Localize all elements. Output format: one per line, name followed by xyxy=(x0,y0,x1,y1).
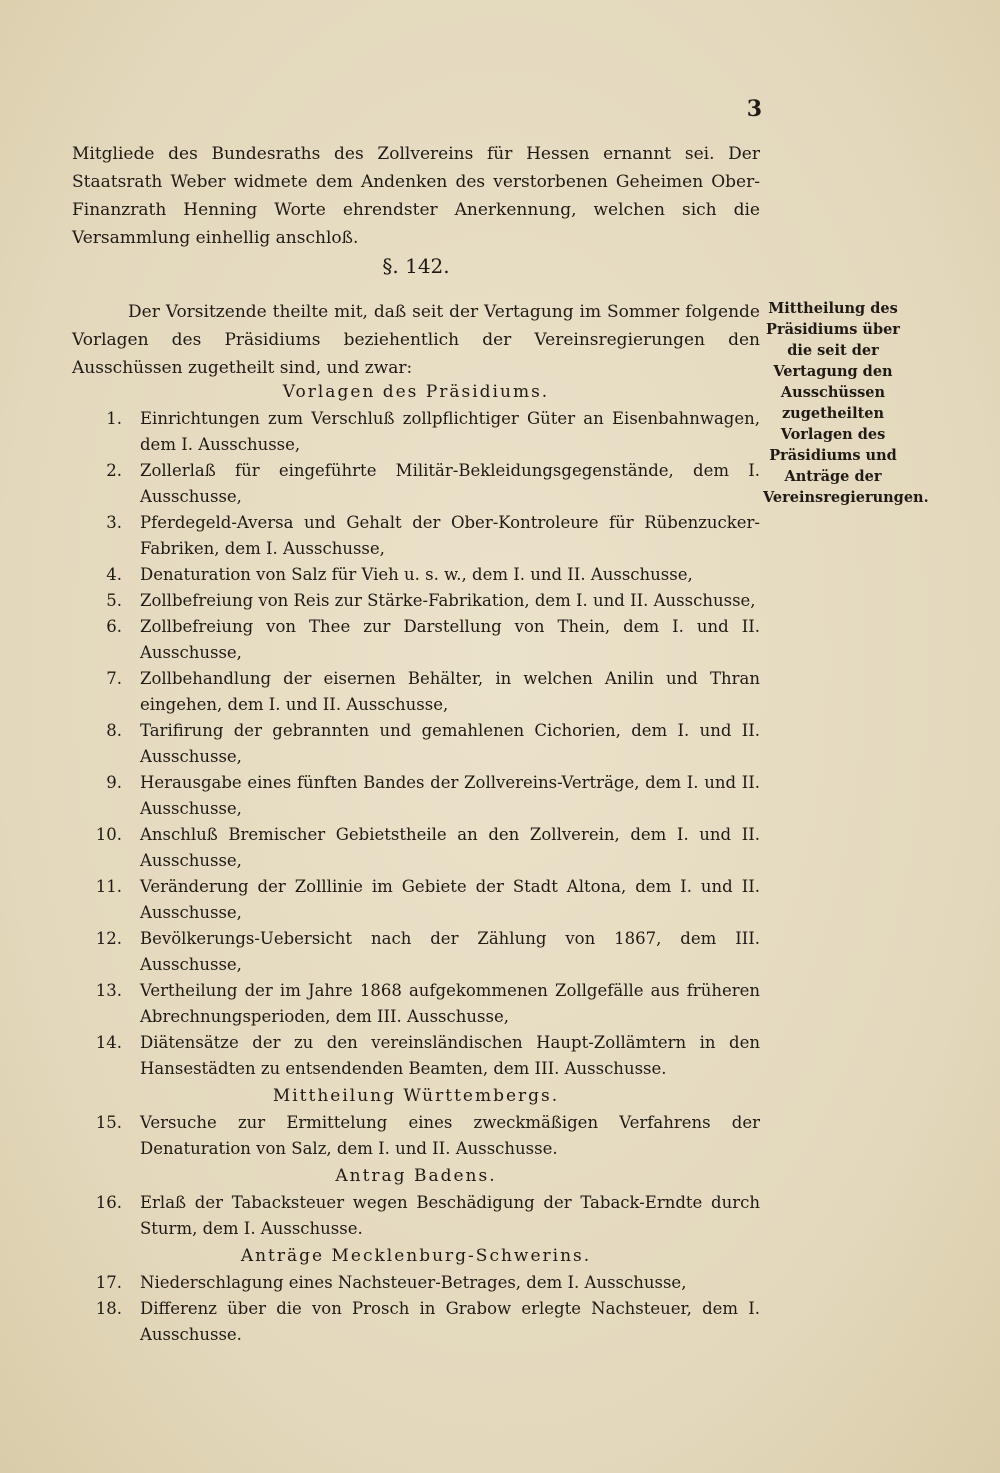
item-number: 6. xyxy=(106,617,122,636)
list-item xyxy=(72,1296,760,1348)
item-text: Zollbefreiung von Reis zur Stärke-Fabrikation, dem I. und II. Ausschusse, xyxy=(140,591,756,610)
item-text: Erlaß der Tabacksteuer wegen Beschädigung der Taback-Erndte durch Sturm, dem I. Ausschusse. xyxy=(140,1193,760,1238)
item-text: Einrichtungen zum Verschluß zollpflichtiger Güter an Eisenbahnwagen, dem I. Ausschusse, xyxy=(140,409,760,454)
list-item xyxy=(72,718,760,770)
item-text: Zollbefreiung von Thee zur Darstellung von Thein, dem I. und II. Ausschusse, xyxy=(140,617,760,662)
item-number: 2. xyxy=(106,461,122,480)
item-text: Niederschlagung eines Nachsteuer-Betrages, dem I. Ausschusse, xyxy=(140,1273,687,1292)
item-text: Veränderung der Zolllinie im Gebiete der Stadt Altona, dem I. und II. Ausschusse, xyxy=(140,877,760,922)
list-item xyxy=(72,614,760,666)
item-number: 4. xyxy=(106,565,122,584)
list-item xyxy=(72,926,760,978)
list-item xyxy=(72,1030,760,1082)
item-text: Anschluß Bremischer Gebietstheile an den Zollverein, dem I. und II. Ausschusse, xyxy=(140,825,760,870)
item-text: Diätensätze der zu den vereinsländischen Haupt-Zollämtern in den Hansestädten zu entsendenden Beamten, dem III. Ausschusse. xyxy=(140,1033,760,1078)
item-text: Versuche zur Ermittelung eines zweckmäßigen Verfahrens der Denaturation von Salz, dem I. und II. Ausschusse. xyxy=(140,1113,760,1158)
section-heading: §. 142. xyxy=(382,254,450,278)
margin-note: Mittheilung des Präsidiums über die seit der Vertagung den Ausschüssen zugetheilten Vorlagen des Präsidiums und Anträge der Vereinsregierungen. xyxy=(763,300,929,506)
item-text: Herausgabe eines fünften Bandes der Zollvereins-Verträge, dem I. und II. Ausschusse, xyxy=(140,773,760,818)
list-item xyxy=(72,978,760,1030)
list-item xyxy=(72,510,760,562)
item-text: Zollbehandlung der eisernen Behälter, in welchen Anilin und Thran eingehen, dem I. und II. Ausschusse, xyxy=(140,669,760,714)
list-item xyxy=(72,562,760,588)
list-item xyxy=(72,1110,760,1162)
item-number: 9. xyxy=(106,773,122,792)
item-number: 3. xyxy=(106,513,122,532)
section-paragraph: Der Vorsitzende theilte mit, daß seit der Vertagung im Sommer folgende Vorlagen des Präsidiums beziehentlich der Vereinsregierungen den Ausschüssen zugetheilt sind, und zwar: xyxy=(72,302,760,378)
item-text: Denaturation von Salz für Vieh u. s. w., dem I. und II. Ausschusse, xyxy=(140,565,693,584)
item-number: 14. xyxy=(95,1033,122,1052)
item-number: 11. xyxy=(95,877,122,896)
list-item xyxy=(72,406,760,458)
list-item xyxy=(72,822,760,874)
item-number: 17. xyxy=(95,1273,122,1292)
item-text: Bevölkerungs-Uebersicht nach der Zählung von 1867, dem III. Ausschusse, xyxy=(140,929,760,974)
item-text: Zollerlaß für eingeführte Militär-Bekleidungsgegenstände, dem I. Ausschusse, xyxy=(140,461,760,506)
item-text: Tarifirung der gebrannten und gemahlenen Cichorien, dem I. und II. Ausschusse, xyxy=(140,721,760,766)
item-number: 18. xyxy=(95,1299,122,1318)
item-number: 1. xyxy=(106,409,122,428)
group-heading: Antrag Badens. xyxy=(335,1166,497,1186)
item-number: 13. xyxy=(95,981,122,1000)
intro-paragraph: Mitgliede des Bundesraths des Zollvereins für Hessen ernannt sei. Der Staatsrath Weber widmete dem Andenken des verstorbenen Geheimen Ober-Finanzrath Henning Worte ehrendster Anerkennung, welchen sich die Versammlung einhellig anschloß. xyxy=(72,144,760,248)
list-item xyxy=(72,770,760,822)
group-heading: Anträge Mecklenburg-Schwerins. xyxy=(240,1246,592,1266)
item-text: Differenz über die von Prosch in Grabow erlegte Nachsteuer, dem I. Ausschusse. xyxy=(140,1299,760,1344)
item-text: Pferdegeld-Aversa und Gehalt der Ober-Kontroleure für Rübenzucker-Fabriken, dem I. Ausschusse, xyxy=(140,513,760,558)
item-number: 8. xyxy=(106,721,122,740)
list-item xyxy=(72,458,760,510)
item-number: 5. xyxy=(106,591,122,610)
list-item xyxy=(72,588,760,614)
list-item xyxy=(72,1270,760,1296)
page-number: 3 xyxy=(746,96,762,122)
list-item xyxy=(72,1190,760,1242)
group-heading: Vorlagen des Präsidiums. xyxy=(282,382,550,402)
list-item xyxy=(72,666,760,718)
item-number: 16. xyxy=(95,1193,122,1212)
item-number: 12. xyxy=(95,929,122,948)
item-number: 7. xyxy=(106,669,122,688)
item-listing xyxy=(72,378,760,1348)
group-heading: Mittheilung Württembergs. xyxy=(272,1086,560,1106)
item-text: Vertheilung der im Jahre 1868 aufgekommenen Zollgefälle aus früheren Abrechnungsperioden, dem III. Ausschusse, xyxy=(140,981,760,1026)
list-item xyxy=(72,874,760,926)
item-number: 10. xyxy=(95,825,122,844)
item-number: 15. xyxy=(95,1113,122,1132)
